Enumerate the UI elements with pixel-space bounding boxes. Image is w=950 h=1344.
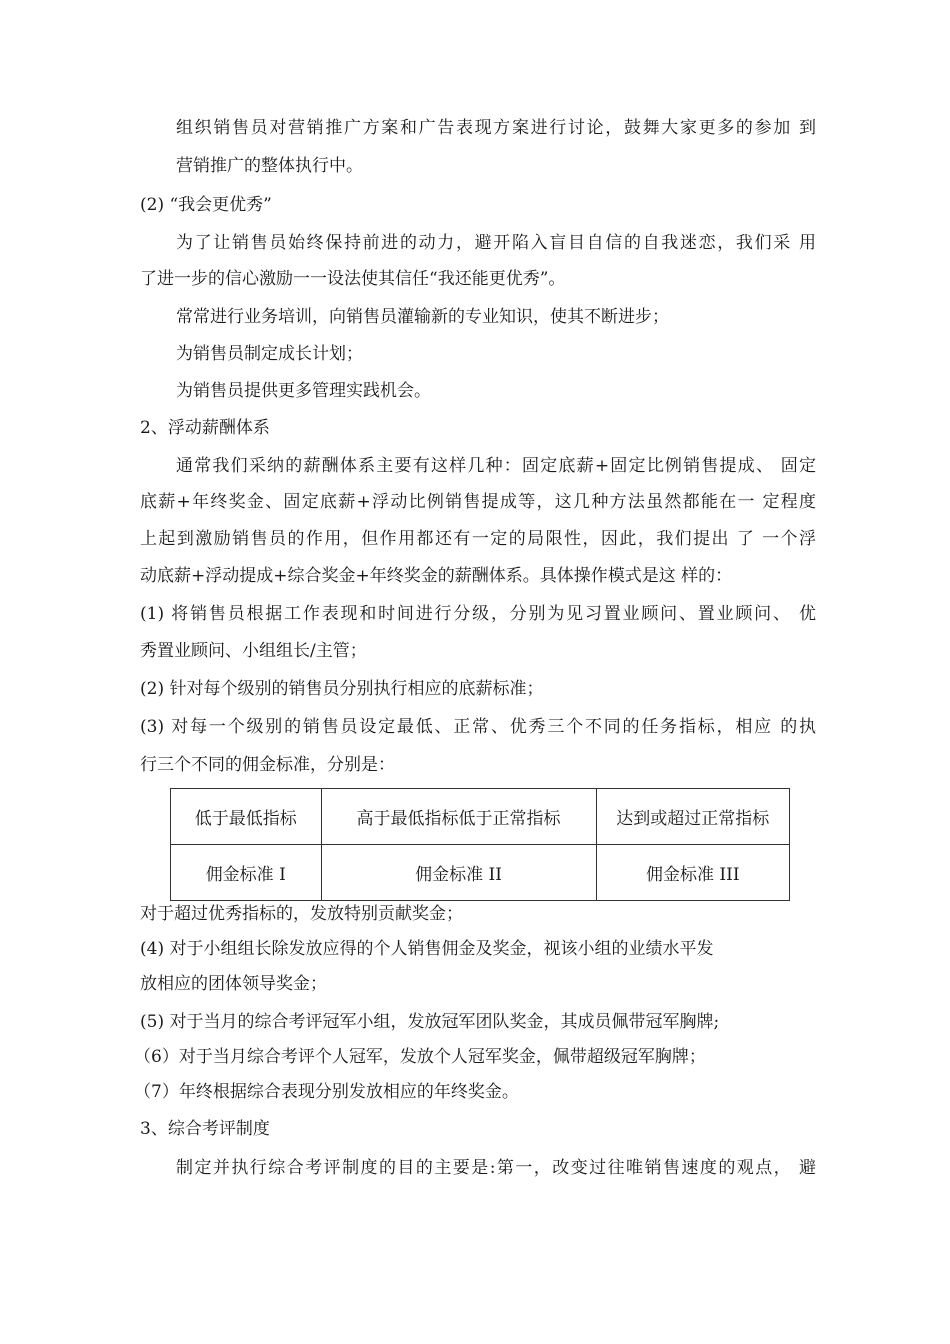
list-item: (3) 对每一个级别的销售员设定最低、正常、优秀三个不同的任务指标，相应 的执 [140,717,816,737]
section-heading: (2) “我会更优秀” [140,195,272,215]
table-cell: 佣金标准 I [171,845,322,901]
list-item: (4) 对于小组组长除发放应得的个人销售佣金及奖金，视该小组的业绩水平发 [140,939,714,959]
table-cell: 佣金标准 III [596,845,789,901]
text-line: 制定并执行综合考评制度的目的主要是:第一，改变过往唯销售速度的观点， 避 [176,1158,816,1178]
text-line: 底薪+年终奖金、固定底薪+浮动比例销售提成等，这几种方法虽然都能在一 定程度 [140,492,816,512]
text-line: 对于超过优秀指标的，发放特别贡献奖金； [140,904,463,924]
list-item: (1) 将销售员根据工作表现和时间进行分级，分别为见习置业顾问、置业顾问、 优 [140,604,816,624]
text-line: 放相应的团体领导奖金； [140,974,327,994]
section-heading: 2、浮动薪酬体系 [140,418,270,438]
text-line: 了进一步的信心激励一一设法使其信任“我还能更优秀”。 [140,269,566,289]
table-row [171,845,790,901]
text-line: 上起到激励销售员的作用，但作用都还有一定的局限性，因此，我们提出 了 一个浮 [140,529,816,549]
text-line: 常常进行业务培训，向销售员灌输新的专业知识，使其不断进步； [176,307,669,327]
list-item: （7）年终根据综合表现分别发放相应的年终奖金。 [134,1082,519,1102]
table-row [171,789,790,845]
text-line: 为销售员提供更多管理实践机会。 [176,381,431,401]
text-line: 为销售员制定成长计划； [176,344,363,364]
text-line: 行三个不同的佣金标准，分别是： [140,755,395,775]
text-line: 动底薪+浮动提成+综合奖金+年终奖金的薪酬体系。具体操作模式是这 样的： [140,566,733,586]
text-line: 营销推广的整体执行中。 [176,156,363,176]
text-line: 通常我们采纳的薪酬体系主要有这样几种：固定底薪+固定比例销售提成、 固定 [176,456,816,476]
text-line: 组织销售员对营销推广方案和广告表现方案进行讨论，鼓舞大家更多的参加 到 [176,118,816,138]
table-cell: 低于最低指标 [171,789,322,845]
list-item: (2) 针对每个级别的销售员分别执行相应的底薪标准； [140,679,544,699]
text-line: 秀置业顾问、小组组长/主管； [140,641,367,661]
list-item: （6）对于当月综合考评个人冠军，发放个人冠军奖金，佩带超级冠军胸牌； [134,1047,706,1067]
list-item: (5) 对于当月的综合考评冠军小组，发放冠军团队奖金，其成员佩带冠军胸牌; [140,1012,720,1032]
table-cell: 佣金标准 II [321,845,596,901]
table-cell: 高于最低指标低于正常指标 [321,789,596,845]
text-line: 为了让销售员始终保持前进的动力，避开陷入盲目自信的自我迷恋，我们采 用 [176,233,816,253]
table-cell: 达到或超过正常指标 [596,789,789,845]
section-heading: 3、综合考评制度 [140,1119,270,1139]
commission-table [170,788,790,901]
